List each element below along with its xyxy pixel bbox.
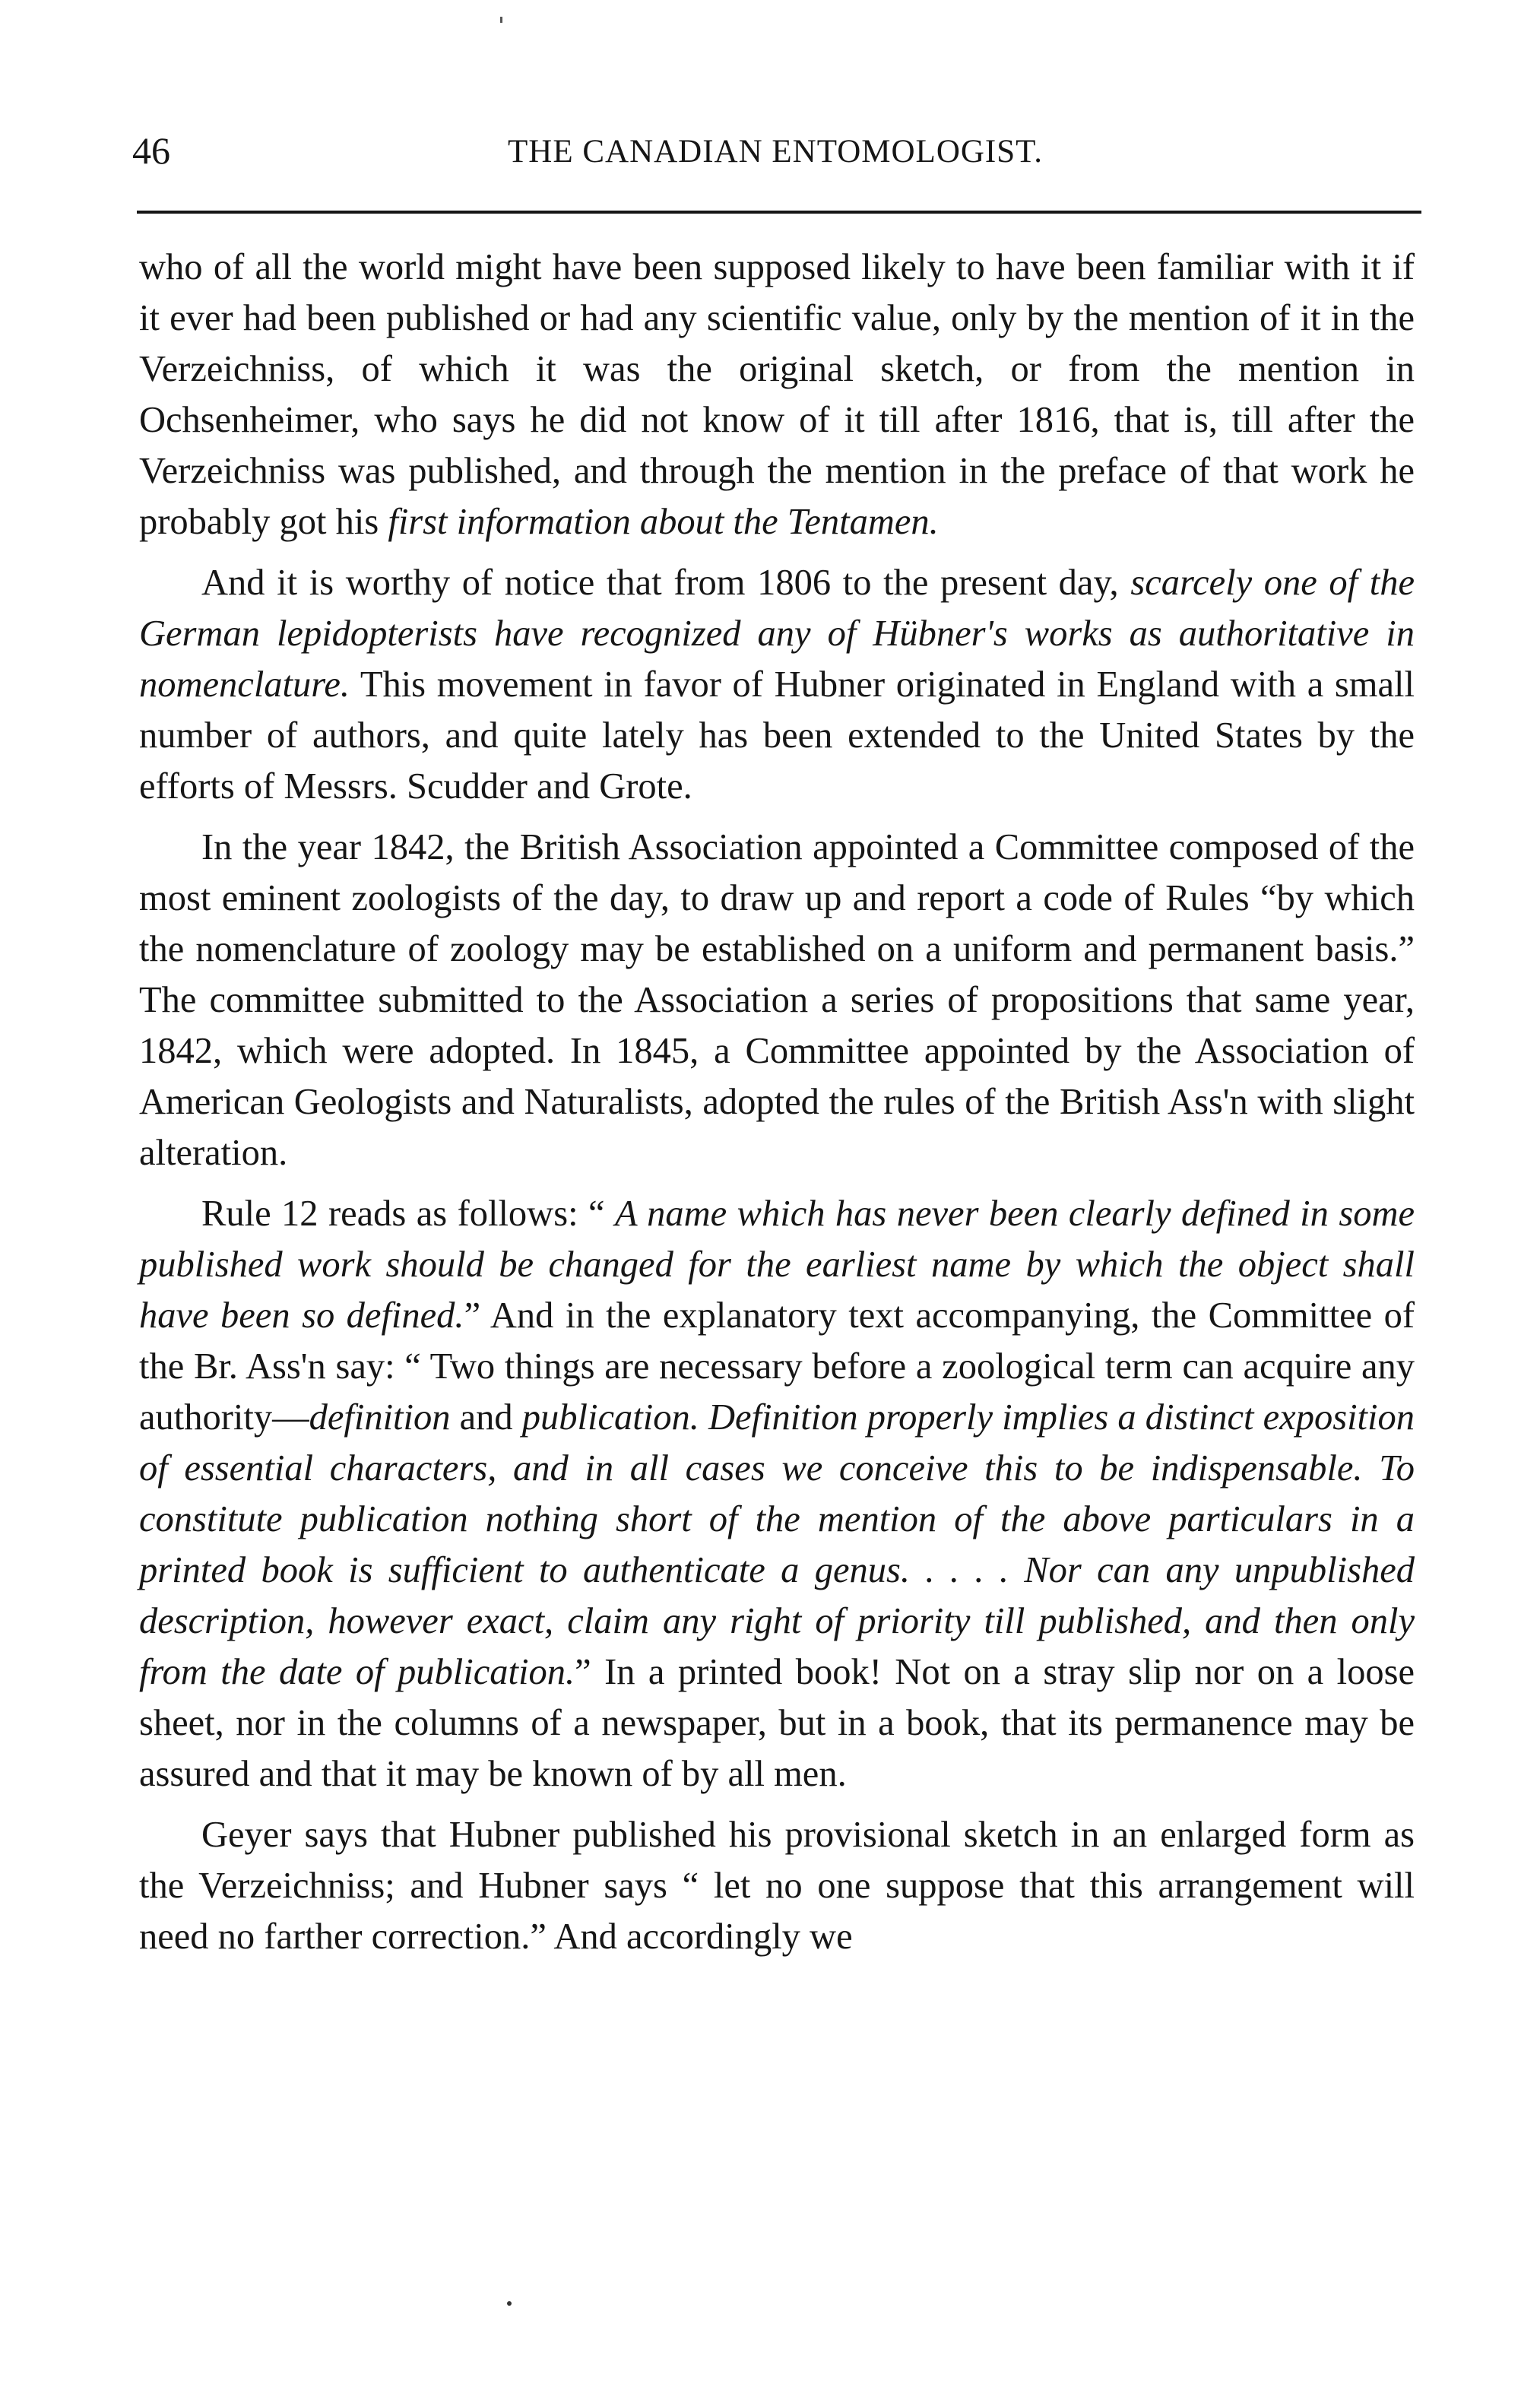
paragraph (139, 822, 1415, 1178)
paragraph (139, 242, 1415, 547)
page-number: 46 (132, 129, 170, 172)
header-rule (137, 211, 1421, 214)
text-run: In the year 1842, the British Association appointed a Committee composed of the most eminent zoologists of the day, to draw up and report a code of Rules “by which the nomenclature of zoology may be established on a uniform and permanent basis.” The committee submitted to the Association a series of propositions that same year, 1842, which were adopted. In 1845, a Committee appointed by the Association of American Geologists and Naturalists, adopted the rules of the British Ass'n with slight alteration. (139, 827, 1415, 1173)
italic-text-run: publication. Definition properly implies a distinct exposition of essential characters, and in all cases we conceive this to be indispensable. To constitute publication nothing short of the mention of the above particulars in a printed book is sufficient to authenticate a genus. . . . . Nor can any unpublished description, however exact, claim any right of priority till published, and then only from the date of publication. (139, 1397, 1415, 1692)
print-speck (500, 17, 502, 23)
running-title: THE CANADIAN ENTOMOLOGIST. (508, 134, 1043, 170)
text-run: Rule 12 reads as follows: “ (201, 1194, 615, 1234)
paragraph (139, 557, 1415, 812)
italic-text-run: definition (309, 1397, 451, 1438)
body-text (139, 242, 1415, 1972)
print-speck (507, 2301, 512, 2306)
italic-text-run: scarcely one of the German lepidopterists have recognized any of Hübner's works as authoritative in nomenclature. (139, 563, 1415, 705)
page-header (129, 128, 1421, 189)
text-run: This movement in favor of Hubner originated in England with a small number of authors, and quite lately has been extended to the United States by the efforts of Messrs. Scudder and Grote. (139, 664, 1415, 807)
text-run: who of all the world might have been supposed likely to have been familiar with it if it ever had been published or had any scientific value, only by the mention of it in the Verzeichniss, of which it was the original sketch, or from the mention in Ochsenheimer, who says he did not know of it till after 1816, that is, till after the Verzeichniss was published, and through the mention in the preface of that work he probably got his (139, 247, 1415, 542)
text-run: ” In a printed book! Not on a stray slip nor on a loose sheet, nor in the columns of a newspaper, but in a book, that its permanence may be assured and that it may be known of by all men. (139, 1652, 1415, 1794)
text-run: Geyer says that Hubner published his provisional sketch in an enlarged form as the Verzeichniss; and Hubner says “ let no one suppose that this arrangement will need no farther correction.” And accordingly we (139, 1815, 1415, 1957)
text-run: and (450, 1397, 522, 1438)
paragraph (139, 1188, 1415, 1799)
italic-text-run: first information about the Tentamen. (388, 502, 939, 542)
paragraph (139, 1809, 1415, 1962)
italic-text-run: A name which has never been clearly defined in some published work should be changed for the earliest name by which the object shall have been so defined. (139, 1194, 1415, 1336)
text-run: ” And in the explanatory text accompanying, the Committee of the Br. Ass'n say: “ Two things are necessary before a zoological term can acquire any authority— (139, 1295, 1415, 1438)
text-run: And it is worthy of notice that from 1806 to the present day, (201, 563, 1131, 603)
